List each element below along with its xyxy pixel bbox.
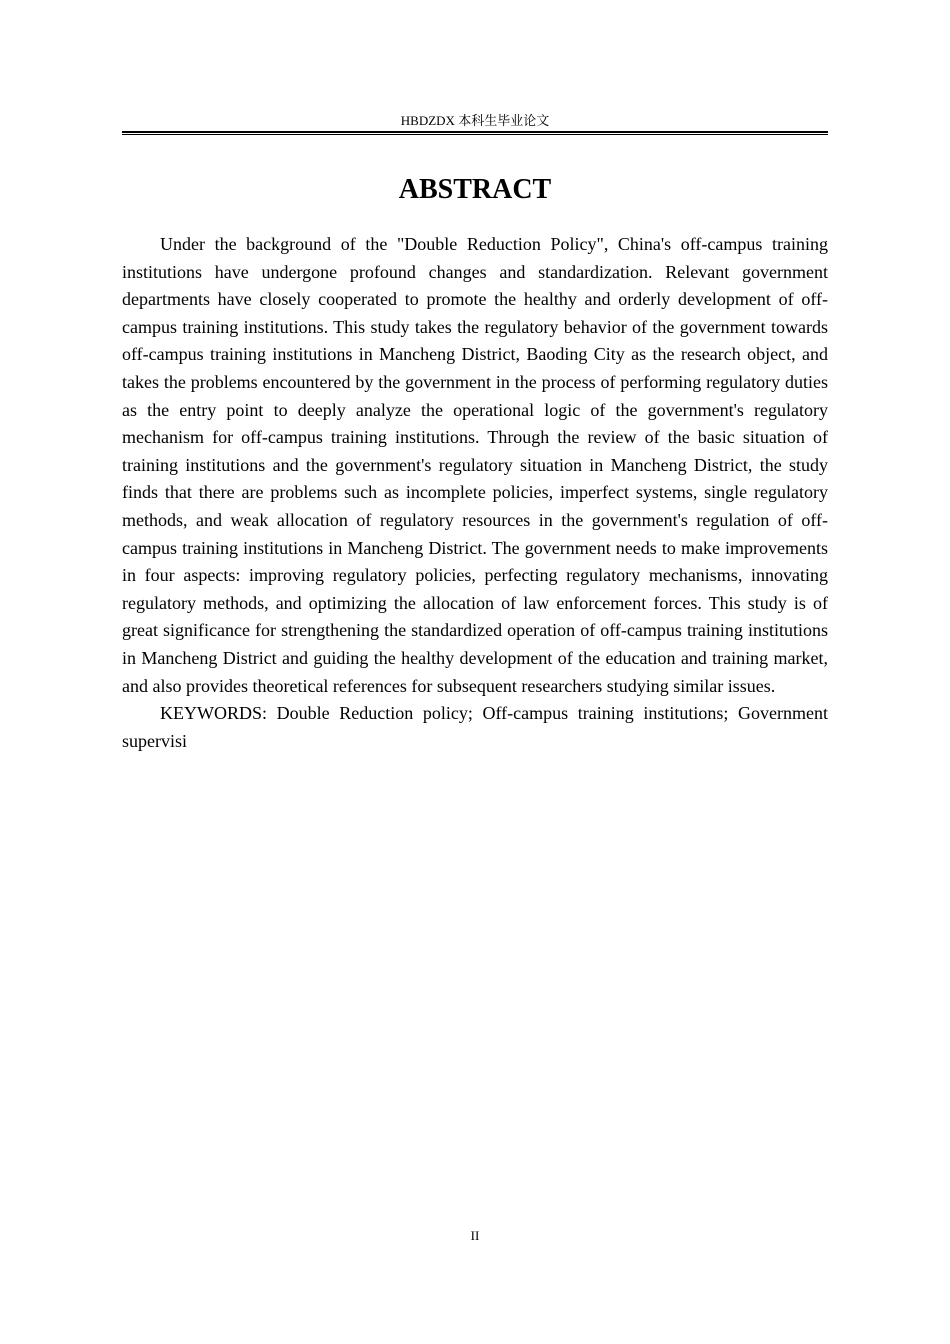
running-header: HBDZDX 本科生毕业论文 <box>400 113 550 128</box>
header-rule-thin <box>122 134 828 135</box>
page-number: II <box>470 1228 480 1243</box>
abstract-body <box>122 231 828 755</box>
abstract-title: ABSTRACT <box>398 174 552 205</box>
keywords-line: KEYWORDS: Double Reduction policy; Off-campus training institutions; Government supervisi <box>122 703 828 751</box>
abstract-paragraph: Under the background of the "Double Reduction Policy", China's off-campus training institutions have undergone profound changes and standardization. Relevant government departments have closely cooperated to promote the healthy and orderly development of off-campus training institutions. This study takes the regulatory behavior of the government towards off-campus training institutions in Mancheng District, Baoding City as the research object, and takes the problems encountered by the government in the process of performing regulatory duties as the entry point to deeply analyze the operational logic of the government's regulatory mechanism for off-campus training institutions. Through the review of the basic situation of training institutions and the government's regulatory situation in Mancheng District, the study finds that there are problems such as incomplete policies, imperfect systems, single regulatory methods, and weak allocation of regulatory resources in the government's regulation of off-campus training institutions in Mancheng District. The government needs to make improvements in four aspects: improving regulatory policies, perfecting regulatory mechanisms, innovating regulatory methods, and optimizing the allocation of law enforcement forces. This study is of great significance for strengthening the standardized operation of off-campus training institutions in Mancheng District and guiding the healthy development of the education and training market, and also provides theoretical references for subsequent researchers studying similar issues. <box>122 234 828 696</box>
header-rule <box>122 131 828 133</box>
